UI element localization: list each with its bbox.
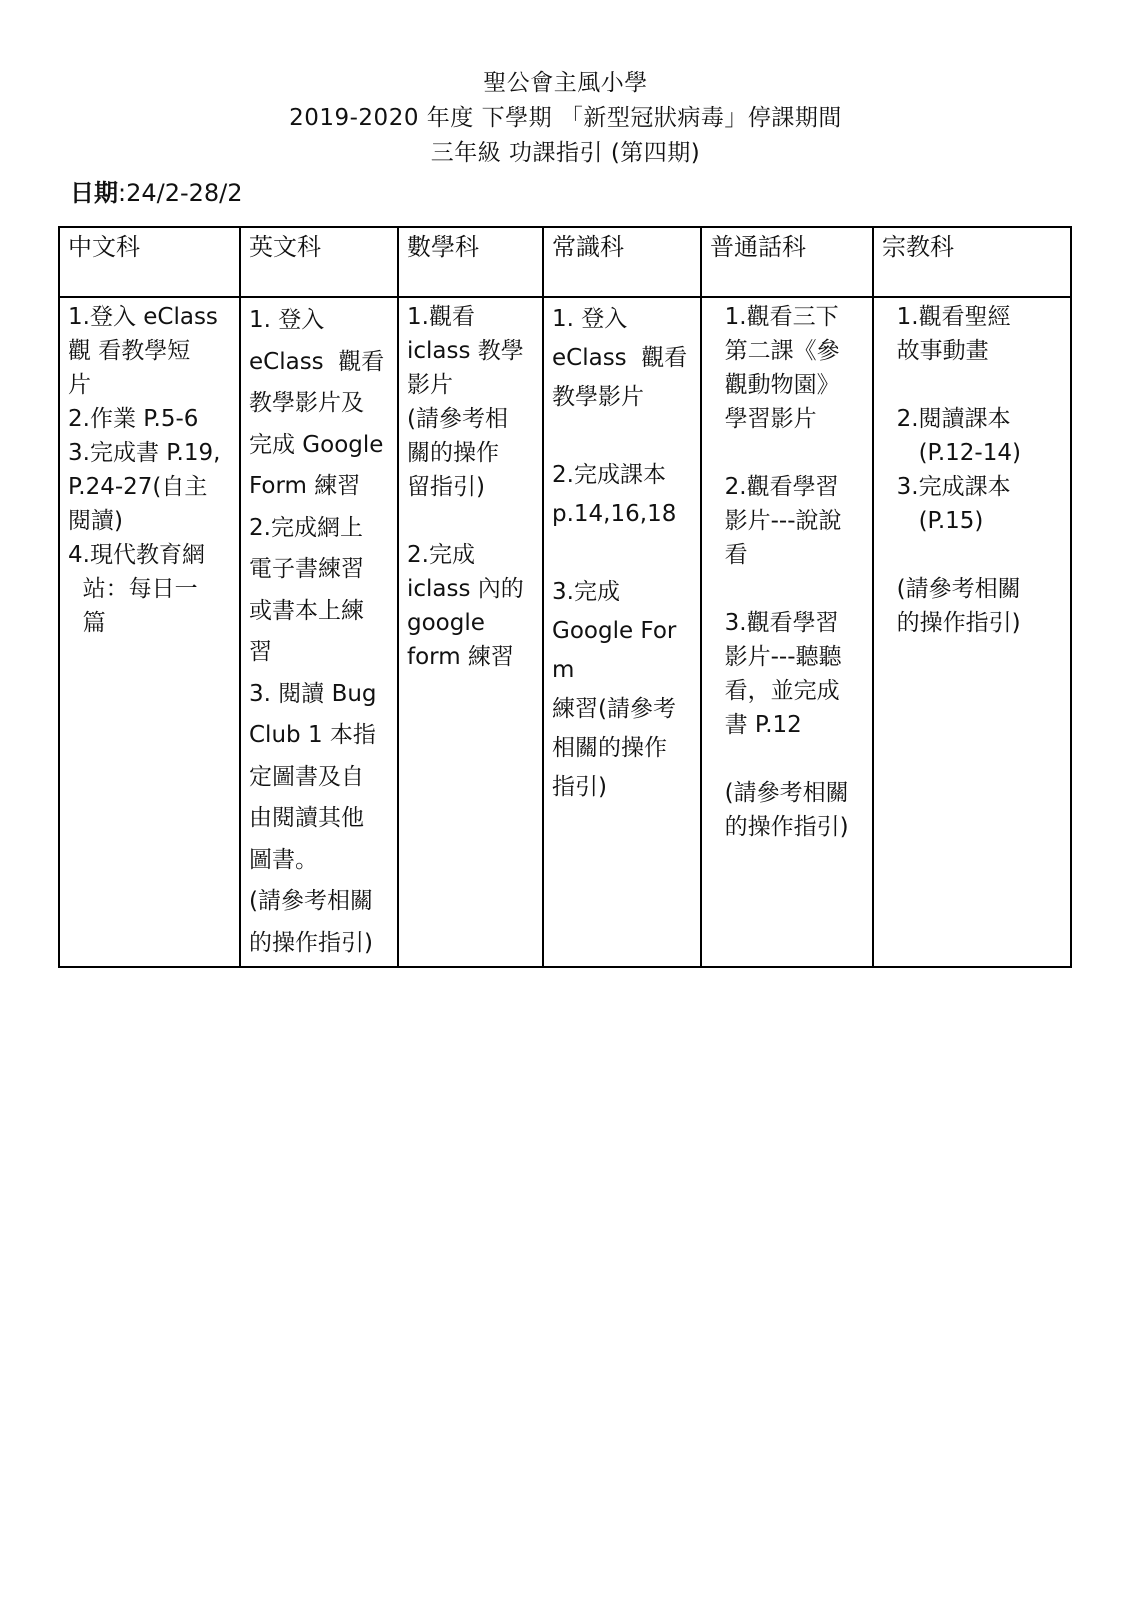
homework-general-studies: 1. 登入 eClass 觀看 教學影片 2.完成課本 p.14,16,18 3.完成 Google Form 練習(請參考 相關的操作 指引) bbox=[552, 306, 688, 800]
subject-header-row bbox=[59, 227, 1071, 297]
subject-header-math: 數學科 bbox=[398, 227, 543, 297]
homework-math: 1.觀看 iclass 教學 影片 (請參考相 關的操作 留指引) 2.完成 iclass 內的 google form 練習 bbox=[407, 304, 524, 670]
document-header bbox=[0, 66, 1131, 171]
subject-header-chinese: 中文科 bbox=[59, 227, 240, 297]
homework-chinese: 1.登入 eClass 觀 看教學短 片 2.作業 P.5-6 3.完成書 P.19, P.24-27(自主 閱讀) 4.現代教育網 站：每日一 篇 bbox=[68, 304, 221, 636]
date-line bbox=[70, 178, 243, 208]
cell-putonghua bbox=[701, 297, 873, 967]
homework-religion: 1.觀看聖經 故事動畫 2.閱讀課本 (P.12-14) 3.完成課本 (P.15) (請參考相關 的操作指引) bbox=[896, 304, 1021, 636]
cell-general-studies bbox=[543, 297, 701, 967]
school-name: 聖公會主風小學 bbox=[483, 70, 648, 96]
subject-header-putonghua: 普通話科 bbox=[701, 227, 873, 297]
homework-english: 1. 登入 eClass 觀看 教學影片及 完成 Google Form 練習 2.完成網上 電子書練習 或書本上練 習 3. 閱讀 Bug Club 1 本指 定圖書及自 由閱讀其他 圖書。 (請參考相關 的操作指引) bbox=[249, 307, 385, 956]
homework-content-row bbox=[59, 297, 1071, 967]
cell-chinese bbox=[59, 297, 240, 967]
subject-header-religion: 宗教科 bbox=[873, 227, 1071, 297]
homework-putonghua: 1.觀看三下 第二課《參 觀動物園》 學習影片 2.觀看學習 影片---說說 看 3.觀看學習 影片---聽聽 看，並完成 書 P.12 (請參考相關 的操作指引) bbox=[724, 304, 849, 840]
date-label: 日期 bbox=[70, 179, 118, 207]
cell-religion bbox=[873, 297, 1071, 967]
subject-header-english: 英文科 bbox=[240, 227, 398, 297]
cell-math bbox=[398, 297, 543, 967]
grade-title: 三年級 功課指引 (第四期) bbox=[430, 140, 701, 166]
subject-header-general-studies: 常識科 bbox=[543, 227, 701, 297]
homework-table bbox=[58, 226, 1072, 968]
date-value: :24/2-28/2 bbox=[118, 179, 243, 207]
term-title: 2019-2020 年度 下學期 「新型冠狀病毒」停課期間 bbox=[289, 105, 842, 131]
cell-english bbox=[240, 297, 398, 967]
